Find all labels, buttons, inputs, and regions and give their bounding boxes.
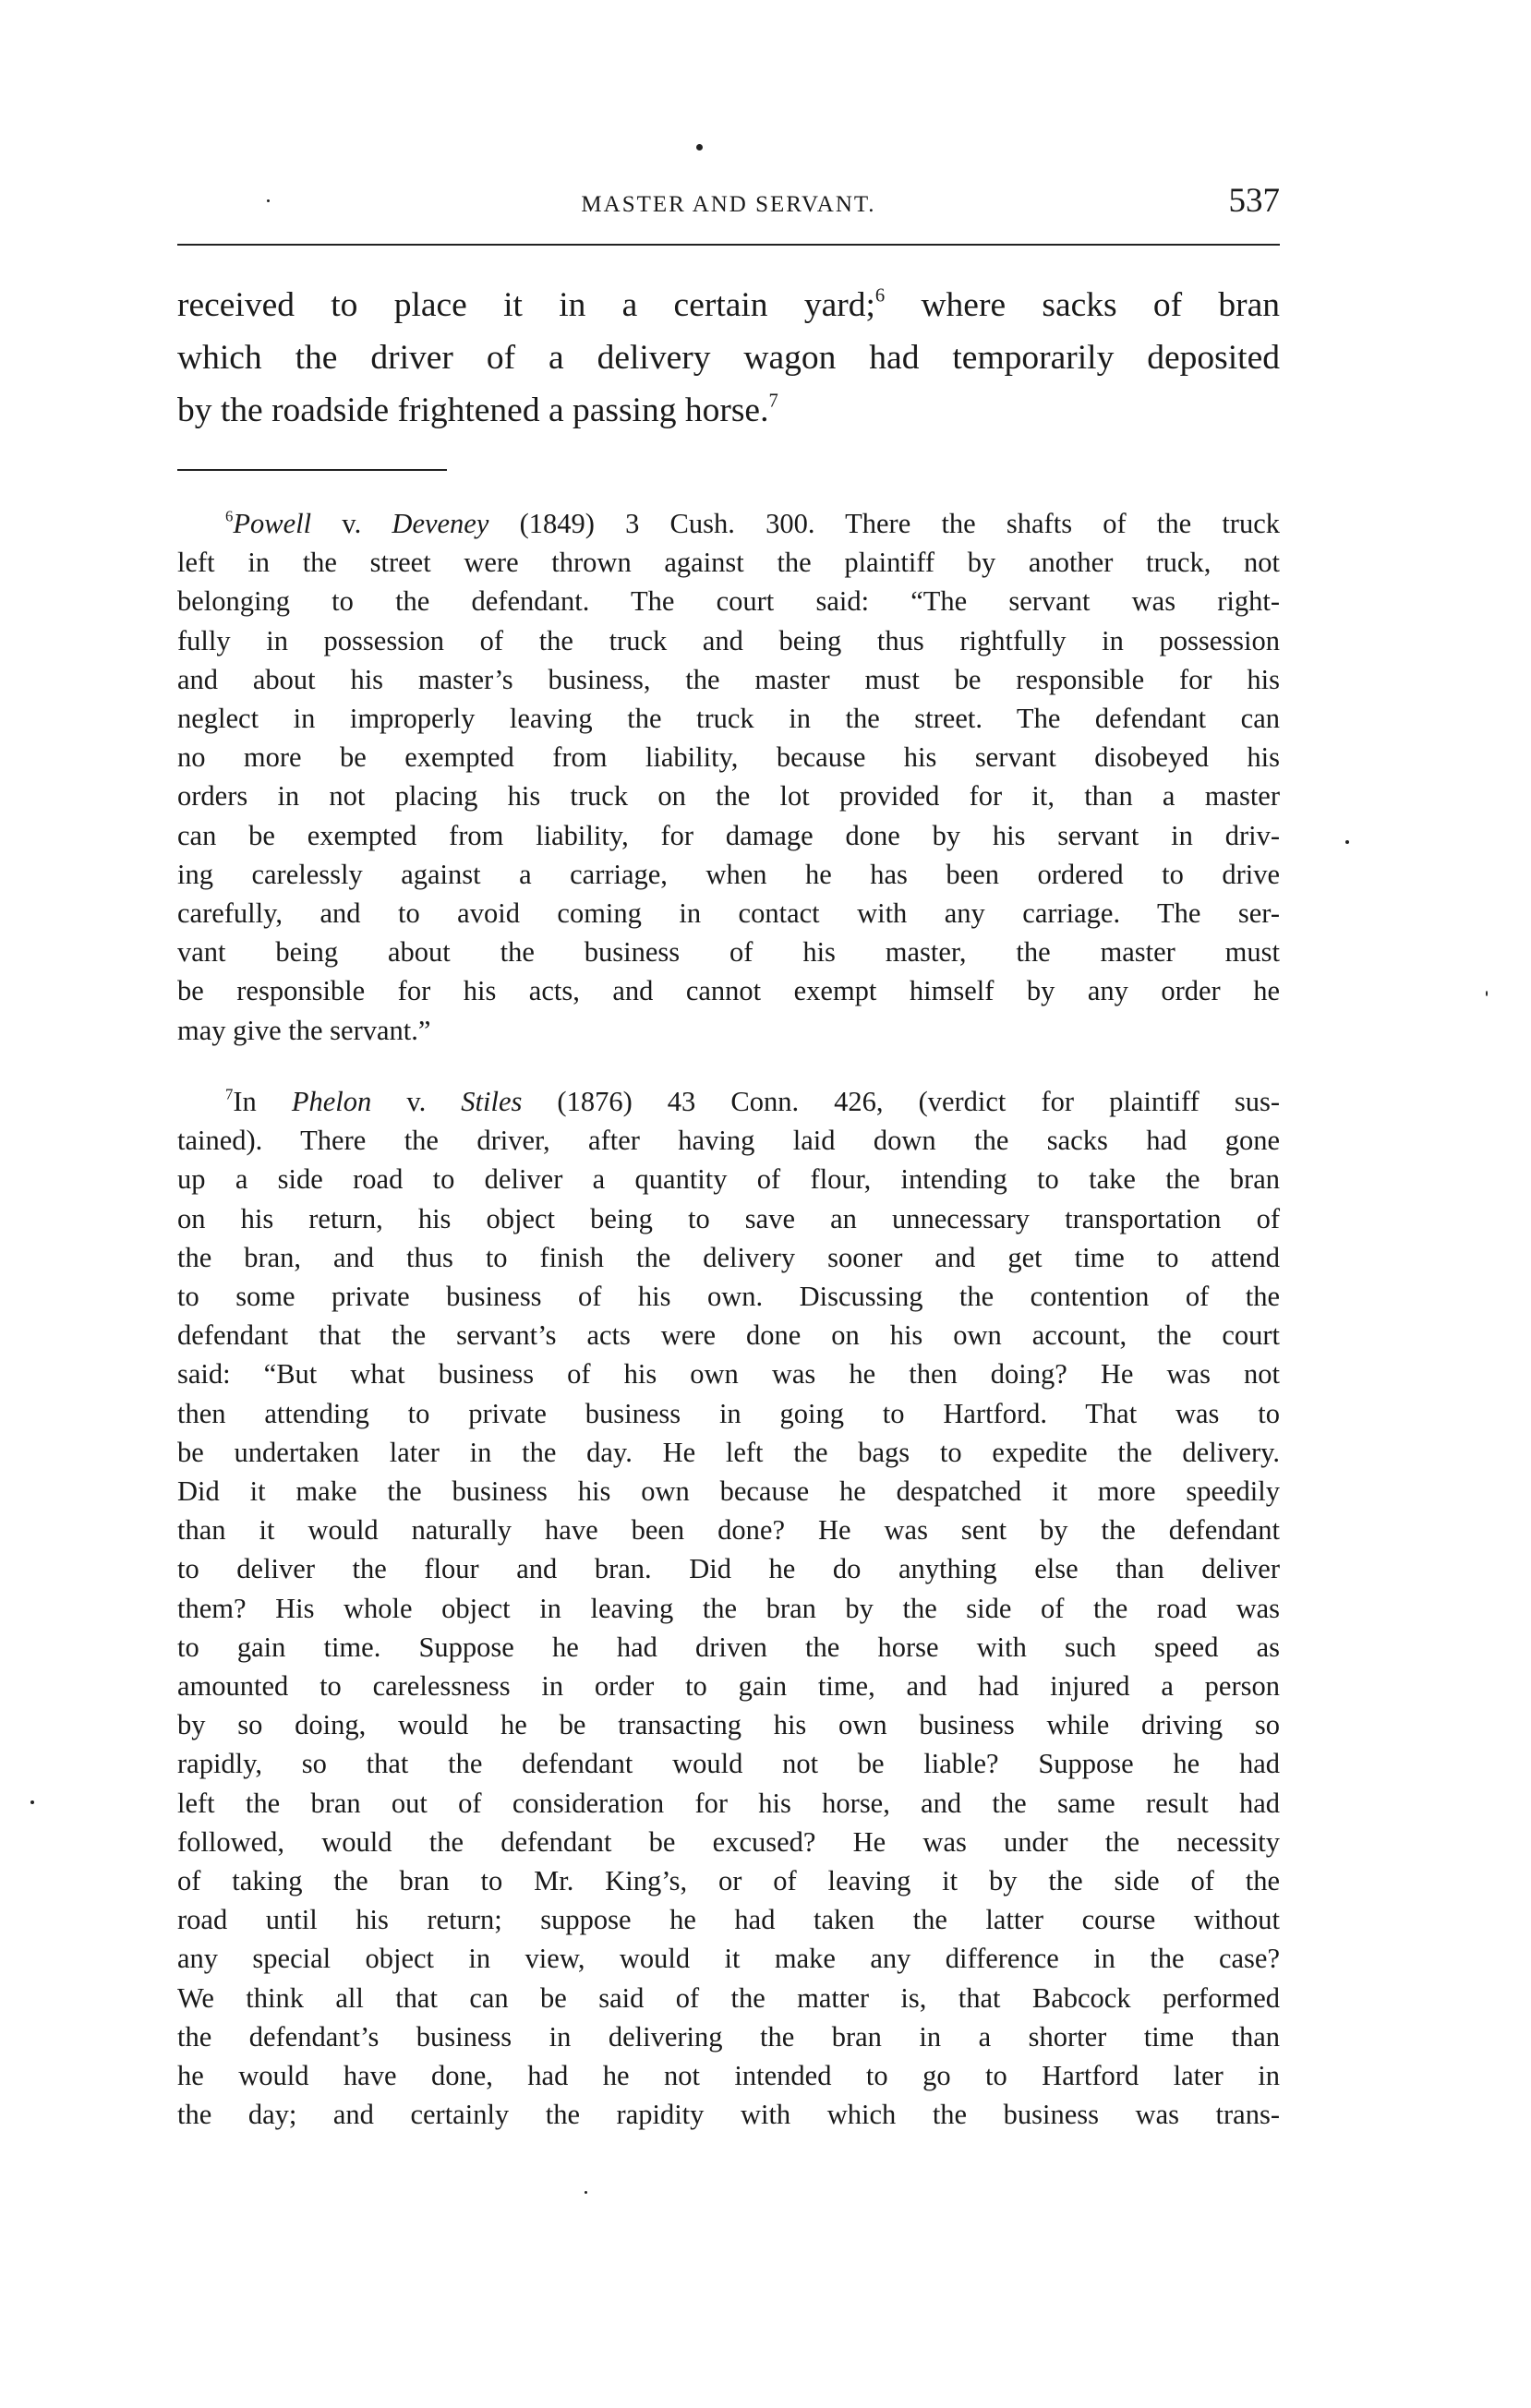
footnote-line: amounted to carelessness in order to gain time, and had injured a person	[177, 1670, 1280, 1703]
scan-speck	[1486, 991, 1488, 996]
footnote-line: vant being about the business of his master, the master must	[177, 936, 1280, 969]
scan-speck	[30, 1800, 34, 1804]
footnote-line: said: “But what business of his own was he then doing? He was not	[177, 1358, 1280, 1391]
footnote-ref-6[interactable]: 6	[874, 285, 886, 307]
footnote-line: neglect in improperly leaving the truck in the street. The defendant can	[177, 703, 1280, 735]
footnote-line: We think all that can be said of the matter is, that Babcock performed	[177, 1981, 1280, 2014]
body-line: which the driver of a delivery wagon had temporarily deposited	[177, 339, 1280, 377]
footnote-line	[177, 1082, 1280, 1121]
footnote-line: followed, would the defendant be excused? He was under the necessity	[177, 1825, 1280, 1858]
footnote-marker: 6	[225, 507, 234, 525]
footnote-line: can be exempted from liability, for damage done by his servant in driv-	[177, 819, 1280, 851]
citation-text: (1876) 43 Conn. 426, (verdict for plaintiff sus-	[522, 1086, 1280, 1117]
footnote-line: and about his master’s business, the master must be responsible for his	[177, 663, 1280, 695]
scan-speck	[585, 2191, 587, 2194]
footnote-line: Did it make the business his own because he despatched it more speedily	[177, 1475, 1280, 1508]
footnote-line: then attending to private business in going to Hartford. That was to	[177, 1397, 1280, 1429]
footnote-line: up a side road to deliver a quantity of flour, intending to take the bran	[177, 1163, 1280, 1196]
citation-text: In	[233, 1086, 292, 1117]
footnote-line: belonging to the defendant. The court said: “The servant was right-	[177, 585, 1280, 618]
scan-speck	[696, 144, 703, 150]
footnote-line: he would have done, had he not intended to go to Hartford later in	[177, 2060, 1280, 2092]
body-line	[177, 279, 1280, 331]
footnote-line: ing carelessly against a carriage, when he has been ordered to drive	[177, 858, 1280, 890]
body-line	[177, 384, 1280, 437]
footnote-ref-7[interactable]: 7	[768, 391, 778, 412]
case-name: Powell	[233, 508, 312, 539]
footnote-line: to gain time. Suppose he had driven the horse with such speed as	[177, 1631, 1280, 1663]
footnote-line: be undertaken later in the day. He left the bags to expedite the delivery.	[177, 1436, 1280, 1468]
versus: v.	[311, 508, 392, 539]
footnote-line: to some private business of his own. Discussing the contention of the	[177, 1281, 1280, 1313]
footnote-line: may give the servant.”	[177, 1014, 431, 1046]
footnote-line: be responsible for his acts, and cannot exempt himself by any order he	[177, 975, 1280, 1007]
body-paragraph	[177, 279, 1280, 437]
case-name: Stiles	[461, 1086, 523, 1117]
citation-text: (1849) 3 Cush. 300. There the shafts of the truck	[488, 508, 1280, 539]
footnote-line: left in the street were thrown against the plaintiff by another truck, not	[177, 547, 1280, 579]
footnote-line	[177, 504, 1280, 543]
footnote-marker: 7	[225, 1085, 234, 1103]
footnote-line: them? His whole object in leaving the bran by the side of the road was	[177, 1592, 1280, 1624]
footnote-line: any special object in view, would it make any difference in the case?	[177, 1943, 1280, 1975]
running-head: MASTER AND SERVANT.	[581, 192, 876, 217]
footnote-line: no more be exempted from liability, because his servant disobeyed his	[177, 741, 1280, 774]
footnote-line: the day; and certainly the rapidity with which the business was trans-	[177, 2099, 1280, 2131]
footnote-6	[177, 504, 1280, 1050]
footnote-line: the defendant’s business in delivering the bran in a shorter time than	[177, 2020, 1280, 2053]
footnote-line: defendant that the servant’s acts were done on his own account, the court	[177, 1319, 1280, 1352]
footnote-line: carefully, and to avoid coming in contact with any carriage. The ser-	[177, 897, 1280, 930]
case-name: Deveney	[392, 508, 489, 539]
footnote-line: left the bran out of consideration for his horse, and the same result had	[177, 1787, 1280, 1819]
footnote-line: of taking the bran to Mr. King’s, or of leaving it by the side of the	[177, 1865, 1280, 1897]
page-number: 537	[1228, 182, 1280, 220]
body-text: where sacks of bran	[885, 286, 1281, 324]
footnote-line: tained). There the driver, after having laid down the sacks had gone	[177, 1125, 1280, 1157]
page-header	[177, 181, 1280, 229]
footnote-line: fully in possession of the truck and being thus rightfully in possession	[177, 624, 1280, 656]
scan-speck	[1345, 840, 1349, 844]
footnote-line: to deliver the flour and bran. Did he do anything else than deliver	[177, 1553, 1280, 1585]
footnote-line: on his return, his object being to save an unnecessary transportation of	[177, 1202, 1280, 1234]
footnote-line: orders in not placing his truck on the lot provided for it, than a master	[177, 780, 1280, 813]
footnote-line: rapidly, so that the defendant would not be liable? Suppose he had	[177, 1748, 1280, 1780]
footnote-line: than it would naturally have been done? He was sent by the defendant	[177, 1514, 1280, 1547]
footnote-line: road until his return; suppose he had taken the latter course without	[177, 1904, 1280, 1936]
footnote-rule	[177, 469, 447, 471]
body-text: by the roadside frightened a passing horse.	[177, 391, 769, 429]
footnote-7	[177, 1082, 1280, 2134]
footnote-line: by so doing, would he be transacting his own business while driving so	[177, 1709, 1280, 1741]
footnote-line: the bran, and thus to finish the delivery sooner and get time to attend	[177, 1241, 1280, 1273]
case-name: Phelon	[291, 1086, 372, 1117]
versus: v.	[371, 1086, 462, 1117]
body-text: received to place it in a certain yard;	[177, 286, 875, 324]
header-rule	[177, 244, 1280, 246]
